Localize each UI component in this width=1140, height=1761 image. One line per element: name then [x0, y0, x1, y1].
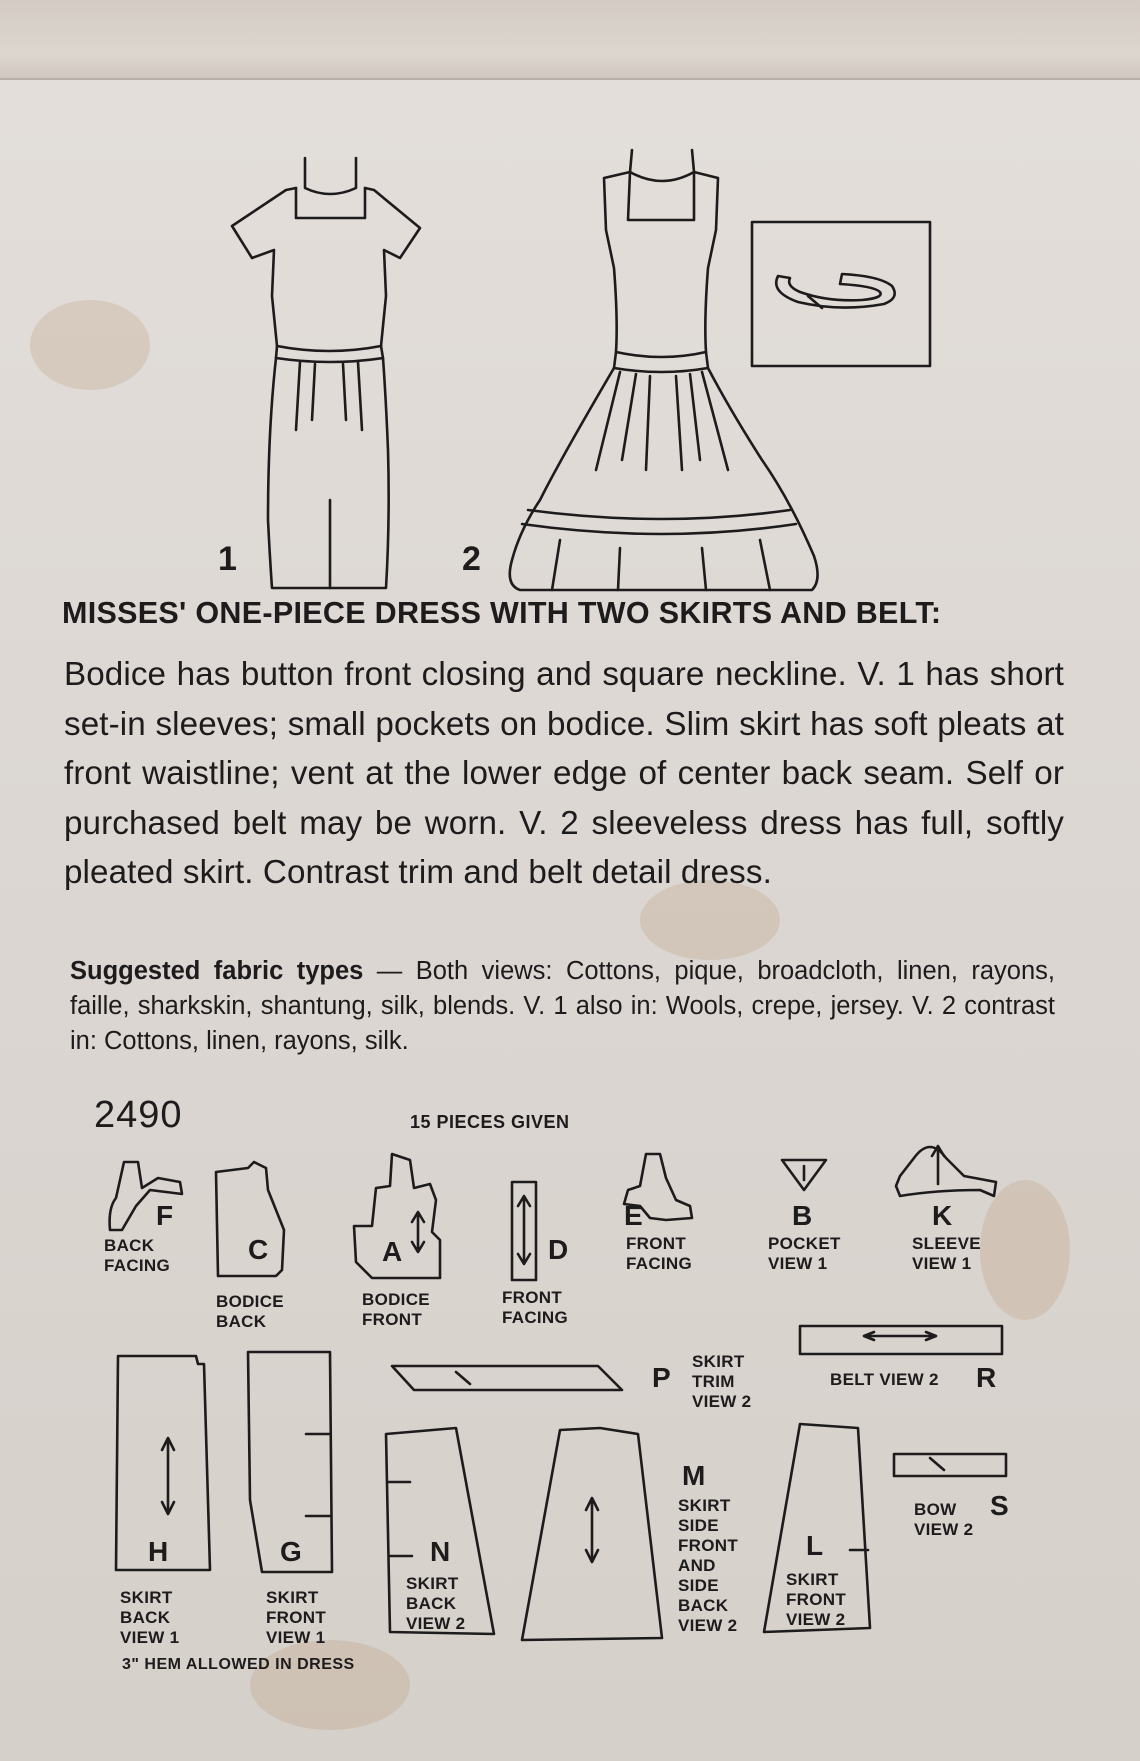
piece-S-shape: [894, 1454, 1006, 1476]
piece-R-letter: R: [976, 1362, 997, 1393]
piece-R-shape: [800, 1326, 1002, 1354]
piece-K-grainline: [932, 1146, 944, 1184]
piece-M-letter: M: [682, 1460, 706, 1491]
piece-B-label: POCKET VIEW 1: [768, 1234, 841, 1273]
piece-D-letter: D: [548, 1234, 569, 1265]
hem-allowance-note: 3" HEM ALLOWED IN DRESS: [122, 1656, 355, 1673]
piece-S-label: BOW VIEW 2: [914, 1500, 974, 1539]
piece-A-label: BODICE FRONT: [362, 1290, 430, 1329]
piece-N-letter: N: [430, 1536, 451, 1567]
piece-K-shape: [896, 1147, 996, 1196]
piece-R-grainline: [864, 1332, 936, 1340]
view-2-number: 2: [462, 540, 481, 578]
piece-C-label: BODICE BACK: [216, 1292, 284, 1331]
piece-P-shape: [392, 1366, 622, 1390]
piece-F-label: BACK FACING: [104, 1236, 171, 1275]
view-1-number: 1: [218, 540, 237, 578]
piece-D-label: FRONT FACING: [502, 1288, 569, 1327]
pieces-given-count: 15 PIECES GIVEN: [410, 1112, 570, 1132]
piece-G-label: SKIRT FRONT VIEW 1: [266, 1588, 327, 1647]
piece-G-letter: G: [280, 1536, 302, 1567]
piece-B-letter: B: [792, 1200, 813, 1231]
fabric-label: Suggested fabric types: [70, 957, 364, 985]
piece-N-notches: [388, 1482, 412, 1556]
fabric-suggestions: [70, 954, 1055, 1059]
piece-D-grainline: [518, 1196, 530, 1264]
dress-view-1-illustration: [232, 158, 420, 588]
piece-N-label: SKIRT BACK VIEW 2: [406, 1574, 466, 1633]
piece-F-letter: F: [156, 1200, 174, 1231]
piece-P-letter: P: [652, 1362, 671, 1393]
pattern-description: Bodice has button front closing and square neckline. V. 1 has short set-in sleeves; small pockets on bodice. Slim skirt has soft pleats at front waistline; vent at the lower edge of center back seam. Self or purchased belt may be worn. V. 2 sleeveless dress has full, softly pleated skirt. Contrast trim and belt detail dress.: [64, 656, 1064, 891]
piece-E-letter: E: [624, 1200, 643, 1231]
piece-A-grainline: [412, 1212, 424, 1252]
piece-A-letter: A: [382, 1236, 403, 1267]
piece-L-letter: L: [806, 1530, 824, 1561]
piece-P-mark: [456, 1372, 470, 1384]
piece-P-label: SKIRT TRIM VIEW 2: [692, 1352, 752, 1411]
piece-C-letter: C: [248, 1234, 269, 1265]
piece-E-label: FRONT FACING: [626, 1234, 693, 1273]
piece-G-notches: [306, 1434, 330, 1516]
piece-M-grainline: [586, 1498, 598, 1562]
pattern-number: 2490: [94, 1094, 183, 1136]
piece-K-label: SLEEVE VIEW 1: [912, 1234, 981, 1273]
dress-view-2-illustration: [510, 150, 818, 590]
pattern-heading: MISSES' ONE-PIECE DRESS WITH TWO SKIRTS AND BELT:: [62, 596, 942, 630]
fabric-text: — Both views: Cottons, pique, broadcloth, linen, rayons, faille, sharkskin, shantung, silk, blends. V. 1 also in: Wools, crepe, jersey. V. 2 contrast in: Cottons, linen, rayons, silk.: [70, 957, 1055, 1055]
piece-S-letter: S: [990, 1490, 1009, 1521]
piece-H-grainline: [162, 1438, 174, 1514]
piece-S-mark: [930, 1458, 944, 1470]
piece-M-label: SKIRT SIDE FRONT AND SIDE BACK VIEW 2: [678, 1496, 739, 1635]
piece-H-label: SKIRT BACK VIEW 1: [120, 1588, 180, 1647]
piece-R-label: BELT VIEW 2: [830, 1370, 939, 1389]
belt-illustration: [752, 222, 930, 366]
piece-L-label: SKIRT FRONT VIEW 2: [786, 1570, 847, 1629]
piece-K-letter: K: [932, 1200, 953, 1231]
piece-H-letter: H: [148, 1536, 169, 1567]
